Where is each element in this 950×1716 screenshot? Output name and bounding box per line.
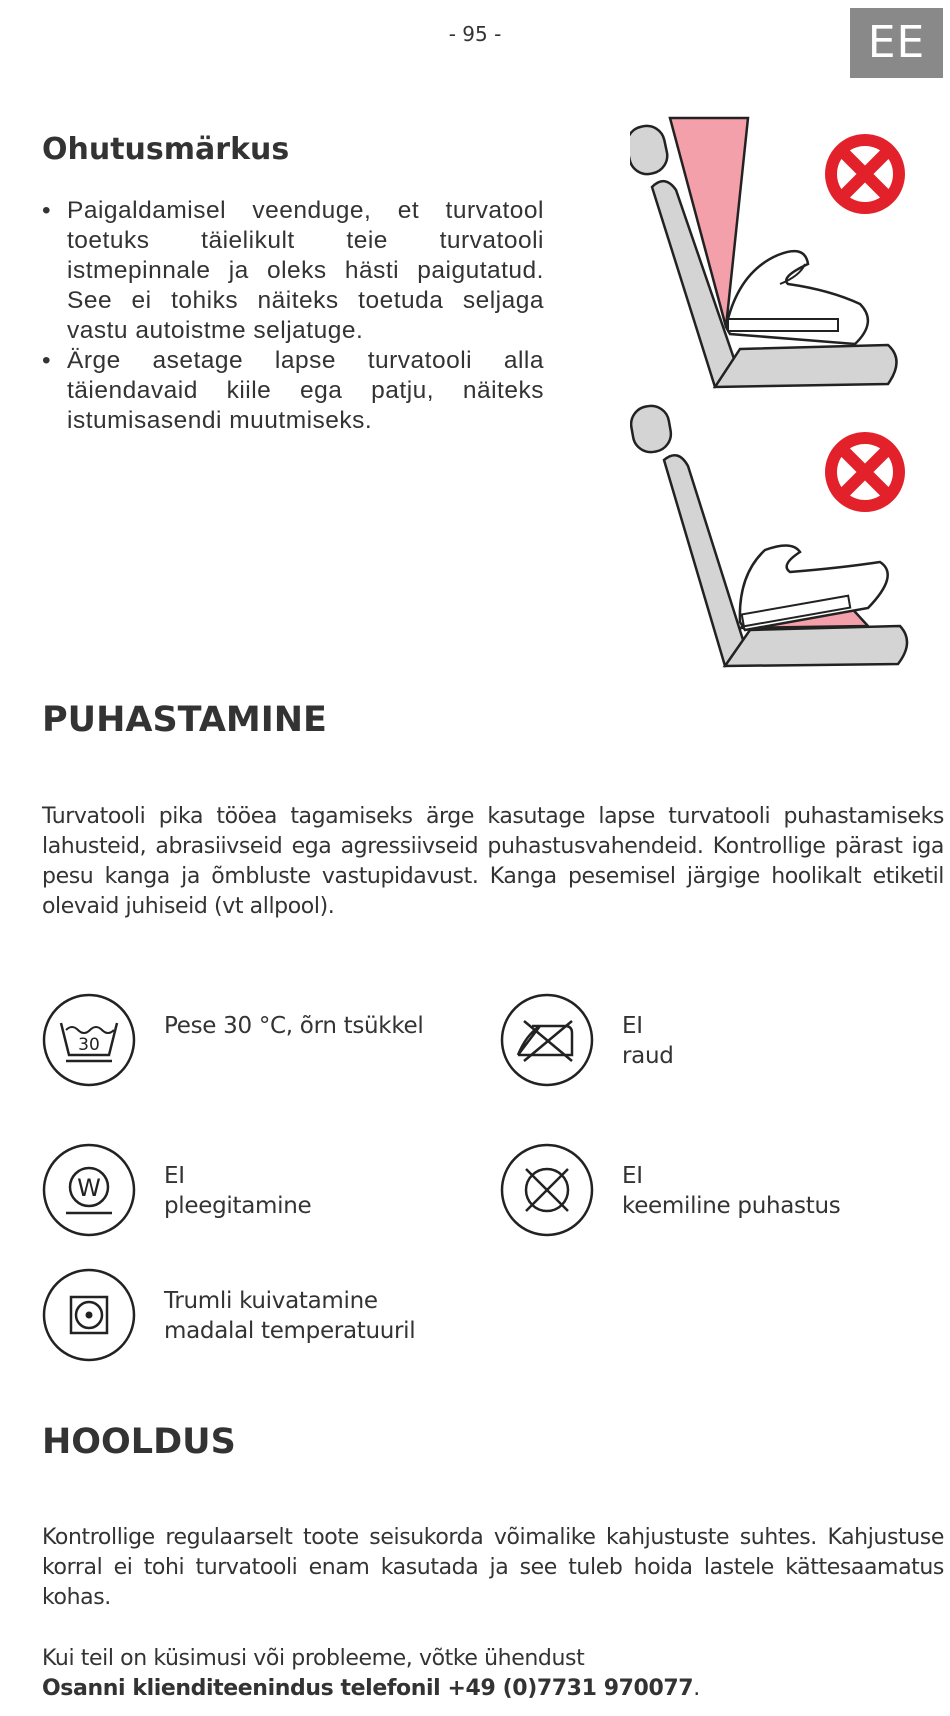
no-dry-clean-icon — [500, 1143, 594, 1237]
wash-temp-label: 30 — [78, 1035, 100, 1055]
care-label — [164, 1286, 464, 1346]
cleaning-paragraph: Turvatooli pika tööea tagamiseks ärge kasutage lapse turvatooli puhastamiseks lahusteid, abrasiivseid ega agressiivseid puhastusvahendeid. Kontrollige pärast iga pesu kanga ja õmbluste vastupidavust. Kanga pesemisel järgige hoolikalt etiketil olevaid juhiseid (vt allpool). — [42, 804, 944, 919]
safety-bullet: • Ärge asetage lapse turvatooli alla täiendavaid kiile ega patju, näiteks istumisasendi muutmiseks. — [42, 346, 544, 436]
care-label-line: madalal temperatuuril — [164, 1318, 416, 1344]
care-label — [622, 1011, 922, 1071]
contact-phone: Osanni klienditeenindus telefonil +49 (0)7731 970077 — [42, 1676, 694, 1701]
seat-wedge-prohibited-figure — [630, 400, 920, 672]
care-label-line: EI — [622, 1163, 643, 1189]
care-label-line: EI — [164, 1163, 185, 1189]
tumble-dry-low-icon — [42, 1268, 136, 1362]
care-title: HOOLDUS — [42, 1422, 236, 1462]
seat-gap-prohibited-figure — [630, 112, 920, 392]
page-number: - 95 - — [448, 22, 502, 46]
contact-paragraph — [42, 1644, 944, 1704]
care-label — [164, 1161, 464, 1221]
no-bleach-icon — [42, 1143, 136, 1237]
language-badge: EE — [850, 8, 943, 78]
safety-list — [42, 196, 544, 436]
care-label-line: EI — [622, 1013, 643, 1039]
care-label — [164, 1011, 464, 1041]
prohibited-icon — [825, 432, 905, 512]
safety-bullet: • Paigaldamisel veenduge, et turvatool toetuks täielikult teie turvatooli istmepinnale ja oleks hästi paigutatud. See ei tohiks näiteks toetuda seljaga vastu autoistme seljatuge. — [42, 196, 544, 346]
care-label-line: raud — [622, 1043, 674, 1069]
contact-intro: Kui teil on küsimusi või probleeme, võtke ühendust — [42, 1646, 585, 1671]
cleaning-title: PUHASTAMINE — [42, 700, 327, 740]
care-paragraph: Kontrollige regulaarselt toote seisukorda võimalike kahjustuste suhtes. Kahjustuse korral ei tohi turvatooli enam kasutada ja see tuleb hoida lastele kättesaamatus kohas. — [42, 1525, 944, 1610]
care-label-line: Trumli kuivatamine — [164, 1288, 378, 1314]
care-label-line: Pese 30 °C, õrn tsükkel — [164, 1013, 424, 1039]
bleach-letter: W — [77, 1174, 101, 1202]
care-label-line: pleegitamine — [164, 1193, 312, 1219]
safety-title: Ohutusmärkus — [42, 132, 290, 167]
no-iron-icon — [500, 993, 594, 1087]
wash-30-gentle-icon — [42, 993, 136, 1087]
prohibited-icon — [825, 134, 905, 214]
care-label — [622, 1161, 922, 1221]
contact-end: . — [693, 1676, 700, 1701]
care-label-line: keemiline puhastus — [622, 1193, 841, 1219]
